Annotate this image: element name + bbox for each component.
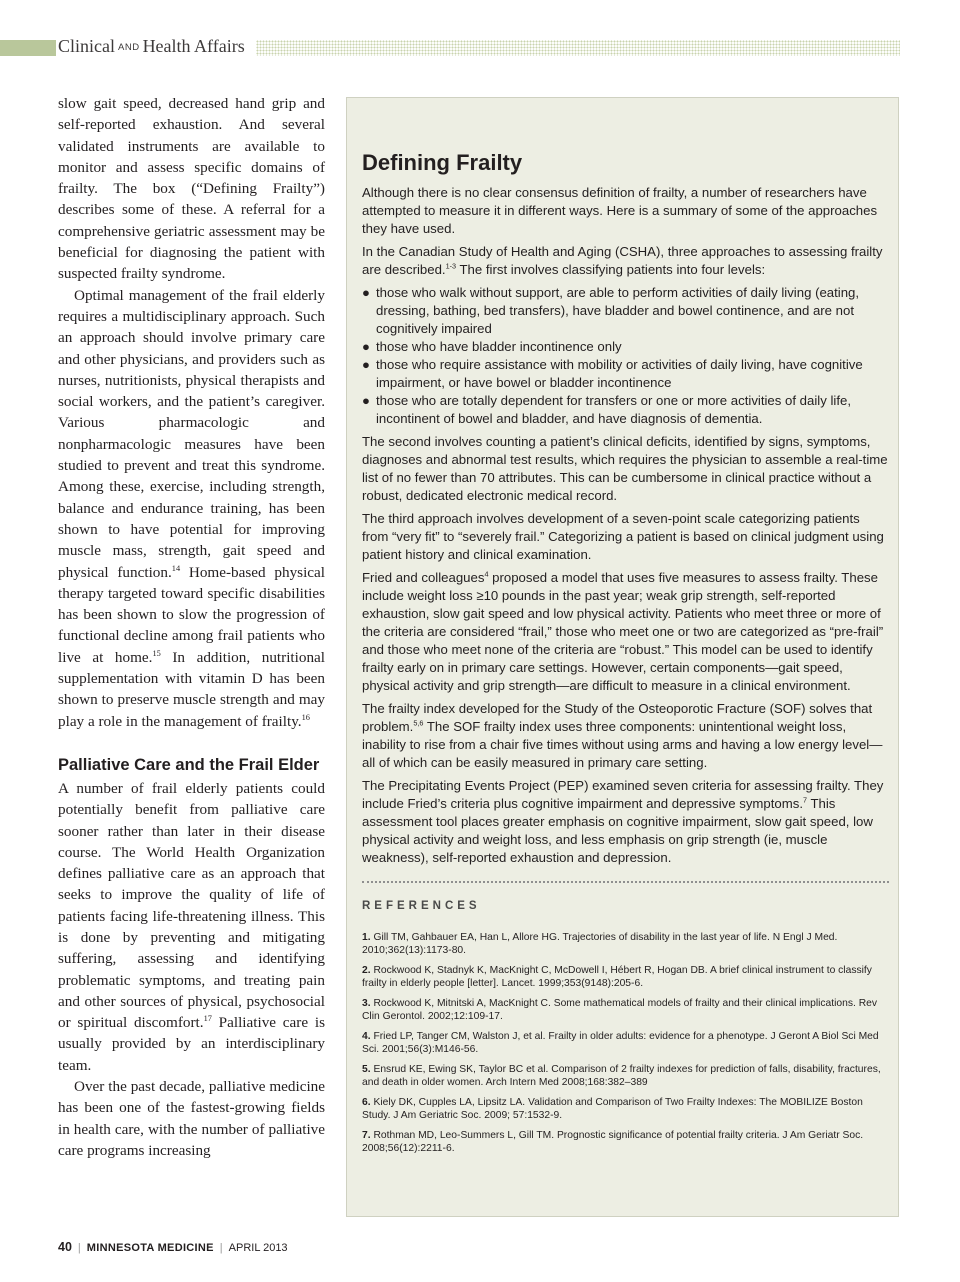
text-run: A number of frail elderly patients could potentially benefit from palliative care sooner rather than later in their disease course. The World Health Organization defines palliative care as an approach that seeks to improve the quality of life of patients facing life-threatening illness. This is done by preventing and mitigating suffering, assessing and identifying problematic symptoms, and treating pain and other sources of physical, psychosocial or spiritual discomfort.: [58, 779, 325, 1032]
text-run: proposed a model that uses five measures to assess frailty. These include weight loss ≥10 pounds in the past year; weak grip strength, self-reported exhaustion, slow gait speed and low physical activity. Patients who meet three or more of the criteria are considered “frail,” those who meet one or two are categorized as “pre-frail” and those who meet none of the criteria are “robust.” This model can be used to identify frailty early on in primary care settings. However, certain components—gait speed, physical activity and grip strength—are difficult to measure in a clinical environment.: [362, 570, 884, 693]
body-paragraph: slow gait speed, decreased hand grip and self-reported exhaustion. And several validated instruments are available to monitor and assess specific domains of frailty. The box (“Defining Frailty”) describes some of these. A referral for a comprehensive geriatric assessment may be beneficial for diagnosing the patient with suspected frailty syndrome.: [58, 95, 325, 283]
body-paragraph: [58, 285, 325, 732]
text-run: Palliative care is usually provided by an interdisciplinary team.: [58, 1014, 325, 1074]
reference-text: Rockwood K, Mitnitski A, MacKnight C. Some mathematical models of frailty and their clinical implications. Rev Clin Gerontol. 2002;12:109-17.: [362, 998, 878, 1022]
footnote-ref: 7: [803, 795, 808, 805]
frailty-levels-list: [362, 284, 889, 428]
footnote-ref: 4: [484, 569, 489, 579]
bullet-icon: ●: [362, 393, 370, 408]
body-paragraph: [58, 778, 325, 1076]
page-footer: [58, 1240, 288, 1254]
footnote-ref: 17: [203, 1014, 212, 1024]
section-heading: Palliative Care and the Frail Elder: [58, 755, 320, 774]
sidebar-paragraph: [362, 569, 889, 695]
sidebar-paragraph: [362, 243, 889, 279]
text-run: This assessment tool places greater emphasis on cognitive impairment, slow gait speed, low physical activity and weight loss, and less emphasis on grip strength (ie, muscle weakness), self-reported exhaustion and depression.: [362, 796, 873, 865]
section-header-right: Health Affairs: [142, 36, 245, 56]
list-item-text: those who are totally dependent for transfers or one or more activities of daily life, incontinent of bowel and bladder, and have diagnosis of dementia.: [376, 393, 851, 426]
footnote-ref: 1-3: [445, 261, 457, 271]
list-item-text: those who require assistance with mobility or activities of daily living, have cognitive impairment, or have bowel or bladder incontinence: [376, 357, 863, 390]
reference-number: 5.: [362, 1064, 371, 1075]
text-run: The Precipitating Events Project (PEP) examined seven criteria for assessing frailty. They include Fried’s criteria plus cognitive impairment and depressive symptoms.: [362, 778, 884, 811]
sidebar-title: Defining Frailty: [362, 150, 523, 175]
issue-date: APRIL 2013: [228, 1242, 288, 1254]
text-run: The first involves classifying patients into four levels:: [456, 262, 766, 277]
bullet-icon: ●: [362, 285, 370, 300]
sidebar-paragraph: The third approach involves development of a seven-point scale categorizing patients from “very fit” to “severely frail.” Categorizing a patient is based on clinical judgment using patient history and clinical examination.: [362, 511, 884, 562]
section-header-left: Clinical: [58, 36, 115, 56]
footer-separator: |: [219, 1242, 223, 1254]
sidebar-box: [346, 97, 899, 1217]
text-run: In addition, nutritional supplementation with vitamin D has been shown to preserve muscle strength and may play a role in the management of frailty.: [58, 648, 326, 730]
reference-number: 3.: [362, 998, 371, 1009]
reference-item: [362, 1129, 889, 1155]
text-run: In the Canadian Study of Health and Aging (CSHA), three approaches to assessing frailty are described.: [362, 244, 883, 277]
list-item: [362, 392, 889, 428]
sidebar-paragraph: The second involves counting a patient’s clinical deficits, identified by signs, symptoms, diagnoses and abnormal test results, which requires the physician to assemble a real-time list of no fewer than 70 attributes. This can be cumbersome in clinical practice without a robust, dedicated electronic medical record.: [362, 434, 888, 503]
reference-text: Ensrud KE, Ewing SK, Taylor BC et al. Comparison of 2 frailty indexes for prediction of falls, disability, fractures, and death in older women. Arch Intern Med 2008;168:382–389: [362, 1064, 881, 1088]
reference-text: Gill TM, Gahbauer EA, Han L, Allore HG. Trajectories of disability in the last year of life. N Engl J Med. 2010;362(13):1173-80.: [362, 932, 838, 956]
list-item: [362, 356, 889, 392]
magazine-name: MINNESOTA MEDICINE: [86, 1242, 214, 1254]
page-number: 40: [58, 1240, 72, 1254]
reference-item: [362, 997, 889, 1023]
reference-number: 1.: [362, 932, 371, 943]
reference-item: [362, 1096, 889, 1122]
sidebar-paragraph: Although there is no clear consensus definition of frailty, a number of researchers have attempted to measure it in different ways. Here is a summary of some of the approaches they have used.: [362, 185, 878, 236]
section-header-and: AND: [118, 42, 140, 53]
references-list: [362, 931, 889, 1155]
text-run: The SOF frailty index uses three components: unintentional weight loss, inability to rise from a chair five times without using arms and having a low energy level—all of which can be easily measured in primary care setting.: [362, 719, 883, 770]
references-divider: [362, 881, 889, 883]
text-run: Home-based physical therapy targeted toward specific disabilities has been shown to slow the progression of functional decline among frail patients who live at home.: [58, 563, 325, 666]
list-item: [362, 284, 889, 338]
reference-number: 2.: [362, 965, 371, 976]
header-accent-bar: [0, 40, 56, 56]
text-run: Optimal management of the frail elderly requires a multidisciplinary approach. Such an approach should involve primary care and other physicians, and providers such as nurses, nutritionists, physical therapists and social workers, and the patient’s caregiver. Various pharmacologic and nonpharmacologic measures have been studied to prevent and treat this syndrome. Among these, exercise, including strength, balance and endurance training, has been shown to have potential for improving muscle mass, strength, gait speed and physical function.: [58, 286, 325, 581]
section-header: [58, 36, 245, 57]
footnote-ref: 15: [152, 648, 161, 658]
footnote-ref: 16: [301, 712, 310, 722]
reference-item: [362, 1063, 889, 1089]
list-item: [362, 338, 889, 356]
sidebar-paragraph: [362, 777, 889, 867]
reference-number: 4.: [362, 1031, 371, 1042]
sidebar-paragraph: [362, 700, 889, 772]
footnote-ref: 5,6: [413, 718, 424, 728]
reference-item: [362, 931, 889, 957]
text-run: Fried and colleagues: [362, 570, 485, 585]
bullet-icon: ●: [362, 339, 370, 354]
reference-item: [362, 964, 889, 990]
reference-text: Kiely DK, Cupples LA, Lipsitz LA. Validation and Comparison of Two Frailty Indexes: The MOBILIZE Boston Study. J Am Geriatric Soc. 2009; 57:1532-9.: [362, 1097, 863, 1121]
sidebar-content: [362, 150, 889, 1162]
bullet-icon: ●: [362, 357, 370, 372]
footnote-ref: 14: [171, 563, 181, 573]
references-heading: REFERENCES: [362, 900, 481, 912]
body-paragraph: Over the past decade, palliative medicine has been one of the fastest-growing fields in health care, with the number of palliative care programs increasing: [58, 1078, 325, 1159]
reference-number: 7.: [362, 1130, 371, 1141]
text-run: The frailty index developed for the Study of the Osteoporotic Fracture (SOF) solves that problem.: [362, 701, 873, 734]
reference-number: 6.: [362, 1097, 371, 1108]
list-item-text: those who have bladder incontinence only: [376, 339, 622, 354]
footer-separator: |: [77, 1242, 81, 1254]
reference-text: Fried LP, Tanger CM, Walston J, et al. Frailty in older adults: evidence for a phenotype. J Geront A Biol Sci Med Sci. 2001;56(3):M146-56.: [362, 1031, 879, 1055]
list-item-text: those who walk without support, are able to perform activities of daily living (eating, dressing, bathing, bed transfers), have bladder and bowel continence, and are not cognitively impaired: [376, 285, 860, 336]
reference-text: Rockwood K, Stadnyk K, MacKnight C, McDowell I, Hébert R, Hogan DB. A brief clinical instrument to classify frailty in elderly people [letter]. Lancet. 1999;353(9148):205-6.: [362, 965, 872, 989]
reference-item: [362, 1030, 889, 1056]
header-dot-pattern: [256, 40, 900, 56]
reference-text: Rothman MD, Leo-Summers L, Gill TM. Prognostic significance of potential frailty criteria. J Am Geriatr Soc. 2008;56(12):2211-6.: [362, 1130, 864, 1154]
left-column: [58, 93, 325, 1161]
